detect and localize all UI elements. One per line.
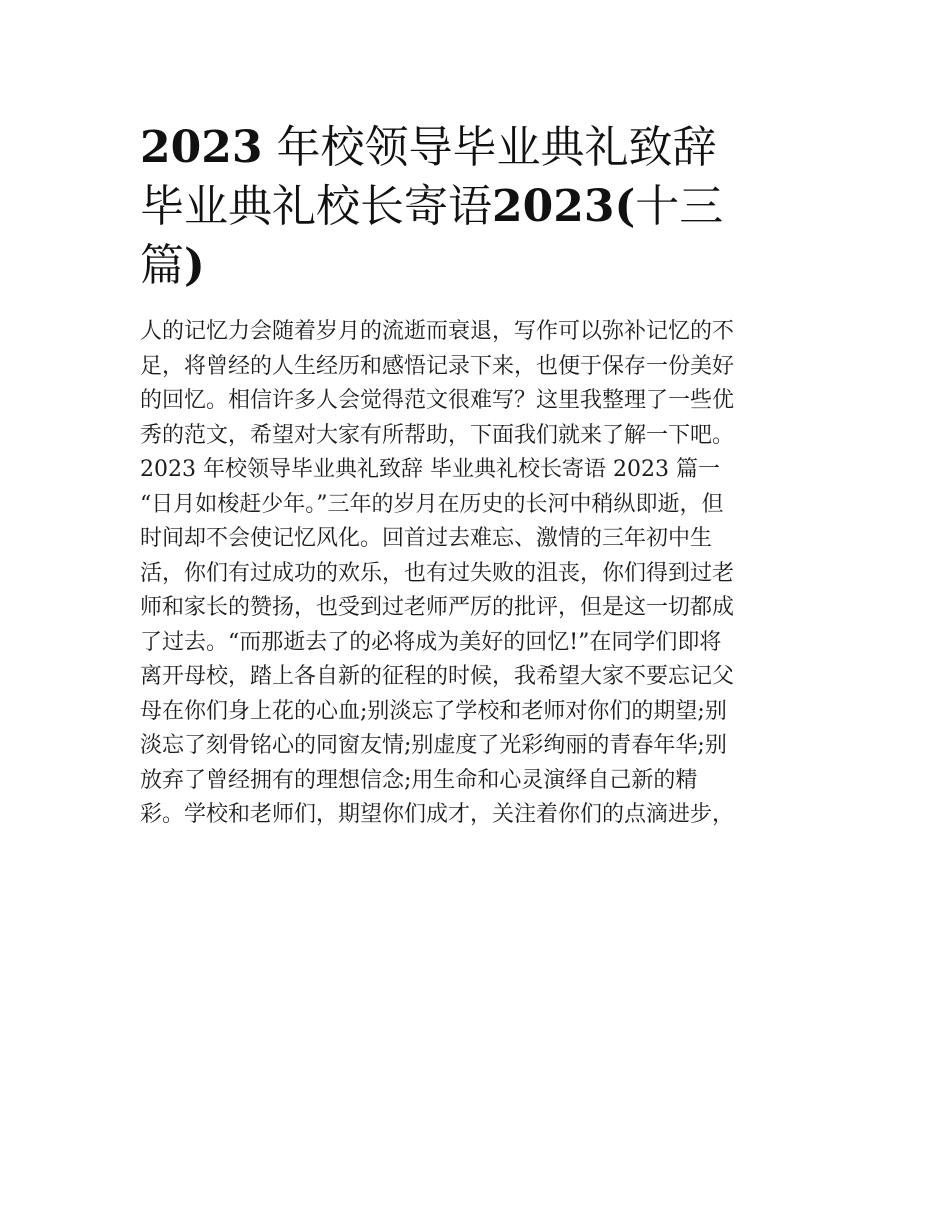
body-line: 母在你们身上花的心血;别淡忘了学校和老师对你们的期望;别 bbox=[140, 698, 727, 724]
document-page bbox=[140, 118, 820, 833]
body-line: “日月如梭赶少年。”三年的岁月在历史的长河中稍纵即逝，但 bbox=[140, 491, 724, 517]
document-body bbox=[140, 315, 820, 833]
body-line: 彩。学校和老师们，期望你们成才，关注着你们的点滴进步， bbox=[140, 802, 735, 827]
body-line: 师和家长的赞扬，也受到过老师严厉的批评，但是这一切都成 bbox=[140, 595, 735, 620]
title-year: 2023 bbox=[140, 122, 263, 173]
body-line: 活，你们有过成功的欢乐，也有过失败的沮丧，你们得到过老 bbox=[140, 560, 735, 586]
title-text-3: 十三 bbox=[635, 181, 724, 232]
body-line: 人的记忆力会随着岁月的流逝而衰退，写作可以弥补记忆的不 bbox=[140, 319, 735, 344]
body-line: 的回忆。相信许多人会觉得范文很难写？这里我整理了一些优 bbox=[140, 388, 735, 413]
title-close-paren: ) bbox=[184, 240, 205, 291]
title-year-2: 2023( bbox=[492, 181, 636, 232]
body-line: 秀的范文，希望对大家有所帮助，下面我们就来了解一下吧。 bbox=[140, 422, 735, 448]
title-text-4: 篇 bbox=[140, 240, 184, 291]
body-line: 放弃了曾经拥有的理想信念;用生命和心灵演绎自己新的精 bbox=[140, 767, 698, 793]
body-line: 足，将曾经的人生经历和感悟记录下来，也便于保存一份美好 bbox=[140, 353, 735, 379]
body-line: 离开母校，踏上各自新的征程的时候，我希望大家不要忘记父 bbox=[140, 664, 735, 689]
body-line: 2023 年校领导毕业典礼致辞 毕业典礼校长寄语 2023 篇一 bbox=[140, 457, 720, 482]
title-text-1: 年校领导毕业典礼致辞 bbox=[276, 122, 717, 173]
body-line: 时间却不会使记忆风化。回首过去难忘、激情的三年初中生 bbox=[140, 526, 713, 551]
document-title bbox=[140, 118, 820, 295]
body-line: 了过去。“而那逝去了的必将成为美好的回忆!”在同学们即将 bbox=[140, 629, 722, 655]
body-line: 淡忘了刻骨铭心的同窗友情;别虚度了光彩绚丽的青春年华;别 bbox=[140, 733, 727, 758]
title-text-2: 毕业典礼校长寄语 bbox=[140, 181, 492, 232]
